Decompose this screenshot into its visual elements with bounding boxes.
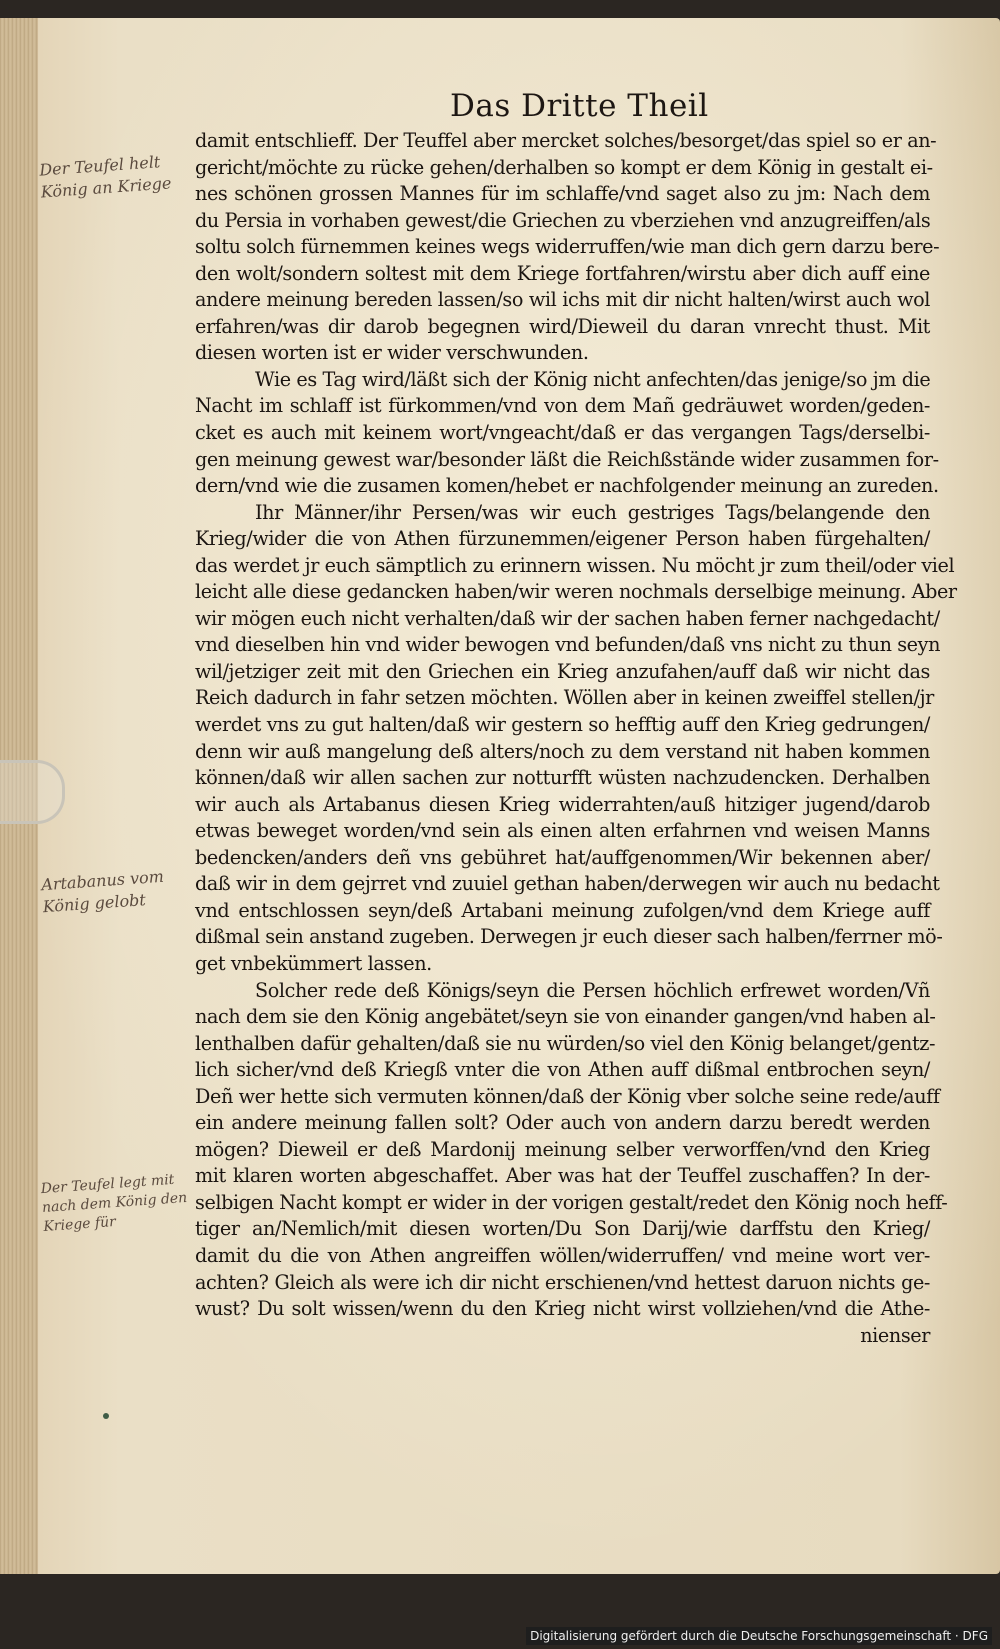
text-line: vnd entschlossen seyn/deß Artabani meinung zufolgen/vnd dem Kriege auff bbox=[195, 898, 930, 922]
marginal-note: Der Teufel helt König an Kriege bbox=[38, 152, 172, 202]
ink-spot bbox=[103, 1413, 109, 1419]
text-line: daß wir in dem gejrret vnd zuuiel gethan haben/derwegen wir auch nu bedacht bbox=[195, 872, 940, 896]
text-line: diesen worten ist er wider verschwunden. bbox=[195, 341, 589, 365]
text-line: Krieg/wider die von Athen fürzunemmen/eigener Person haben fürgehalten/ bbox=[195, 527, 930, 551]
text-line: nes schönen grossen Mannes für im schlaffe/vnd saget also zu jm: Nach dem bbox=[195, 182, 930, 206]
text-line: ein andere meinung fallen solt? Oder auch von andern darzu beredt werden bbox=[195, 1111, 930, 1135]
text-line: Wie es Tag wird/läßt sich der König nicht anfechten/das jenige/so jm die bbox=[255, 367, 931, 391]
text-line: lenthalben dafür gehalten/daß sie nu würden/so viel den König belanget/gentz- bbox=[195, 1031, 936, 1055]
text-line: Deñ wer hette sich vermuten können/daß der König vber solche seine rede/auff bbox=[195, 1084, 940, 1108]
text-line: wil/jetziger zeit mit den Griechen ein Krieg anzufahen/auff daß wir nicht das bbox=[195, 659, 930, 683]
text-line: Reich dadurch in fahr setzen möchten. Wöllen aber in keinen zweiffel stellen/jr bbox=[195, 686, 934, 710]
text-line: cket es auch mit keinem wort/vngeacht/daß er das vergangen Tags/derselbi- bbox=[195, 421, 930, 445]
body-text bbox=[195, 128, 957, 1349]
text-line: andere meinung bereden lassen/so wil ichs mit dir nicht halten/wirst auch wol bbox=[195, 288, 930, 312]
text-line: tiger an/Nemlich/mit diesen worten/Du Son Darij/wie darffstu den Krieg/ bbox=[195, 1217, 930, 1241]
text-line: damit du die von Athen angreiffen wöllen/widerruffen/ vnd meine wort ver- bbox=[195, 1243, 930, 1267]
text-line: wir auch als Artabanus diesen Krieg widerrahten/auß hitziger jugend/darob bbox=[195, 792, 930, 816]
text-line: mögen? Dieweil er deß Mardonij meinung selber verworffen/vnd den Krieg bbox=[195, 1137, 930, 1161]
text-line: lich sicher/vnd deß Kriegß vnter die von Athen auff dißmal entbrochen seyn/ bbox=[195, 1058, 930, 1082]
text-line: das werdet jr euch sämptlich zu erinnern wissen. Nu möcht jr zum theil/oder viel bbox=[195, 553, 955, 577]
text-line: den wolt/sondern soltest mit dem Kriege fortfahren/wirstu aber dich auff eine bbox=[195, 261, 930, 285]
text-line: mit klaren worten abgeschaffet. Aber was hat der Teuffel zuschaffen? In der- bbox=[195, 1164, 930, 1188]
text-line: soltu solch fürnemmen keines wegs widerruffen/wie man dich gern darzu bere- bbox=[195, 235, 940, 259]
text-line: vnd dieselben hin vnd wider bewogen vnd befunden/daß vns nicht zu thun seyn bbox=[195, 633, 941, 657]
text-line: können/daß wir allen sachen zur notturfft wüsten nachzudencken. Derhalben bbox=[195, 766, 930, 790]
text-line: get vnbekümmert lassen. bbox=[195, 951, 432, 975]
text-line: leicht alle diese gedancken haben/wir weren nochmals derselbige meinung. Aber bbox=[195, 580, 957, 604]
text-line: selbigen Nacht kompt er wider in der vorigen gestalt/redet den König noch heff- bbox=[195, 1190, 948, 1214]
text-line: etwas beweget worden/vnd sein als einen alten erfahrnen vnd weisen Manns bbox=[195, 819, 930, 843]
marginal-note: Artabanus vom König gelobt bbox=[40, 866, 165, 917]
text-line: Nacht im schlaff ist fürkommen/vnd von dem Mañ gedräuwet worden/geden- bbox=[195, 394, 930, 418]
marginal-note: Der Teufel legt mit nach dem König den Kriege für bbox=[40, 1171, 188, 1236]
text-line: wir mögen euch nicht verhalten/daß wir der sachen haben ferner nachgedacht/ bbox=[195, 606, 940, 630]
text-line: erfahren/was dir darob begegnen wird/Dieweil du daran vnrecht thust. Mit bbox=[195, 314, 930, 338]
text-line: dißmal sein anstand zugeben. Derwegen jr euch dieser sach halben/ferrner mö- bbox=[195, 925, 943, 949]
text-line: bedencken/anders deñ vns gebühret hat/auffgenommen/Wir bekennen aber/ bbox=[195, 845, 930, 869]
text-line: gen meinung gewest war/besonder läßt die Reichßstände wider zusammen for- bbox=[195, 447, 939, 471]
text-line: damit entschlieff. Der Teuffel aber mercket solches/besorget/das spiel so er an- bbox=[195, 129, 937, 152]
text-line: du Persia in vorhaben gewest/die Griechen zu vberziehen vnd anzugreiffen/als bbox=[195, 208, 931, 232]
text-line: Ihr Männer/ihr Persen/was wir euch gestriges Tags/belangende den bbox=[255, 500, 930, 524]
text-line: denn wir auß mangelung deß alters/noch zu dem verstand nit haben kommen bbox=[195, 739, 930, 763]
text-line: nach dem sie den König angebätet/seyn sie von einander gangen/vnd haben al- bbox=[195, 1005, 936, 1029]
text-line: achten? Gleich als were ich dir nicht erschienen/vnd hettest daruon nichts ge- bbox=[195, 1270, 930, 1294]
text-line: gericht/möchte zu rücke gehen/derhalben so kompt er dem König in gestalt ei- bbox=[195, 155, 933, 179]
text-line: werdet vns zu gut halten/daß wir gestern so hefftig auff den Krieg gedrungen/ bbox=[195, 713, 930, 737]
text-line: dern/vnd wie die zusamen komen/hebet er nachfolgender meinung an zureden. bbox=[195, 474, 939, 498]
text-line: nienser bbox=[860, 1323, 930, 1347]
bookmark-ribbon bbox=[0, 760, 65, 824]
digitization-credit: Digitalisierung gefördert durch die Deutsche Forschungsgemeinschaft · DFG bbox=[526, 1627, 992, 1645]
running-header: Das Dritte Theil bbox=[450, 88, 709, 124]
text-line: Solcher rede deß Königs/seyn die Persen höchlich erfrewet worden/Vñ bbox=[255, 978, 930, 1002]
text-line: wust? Du solt wissen/wenn du den Krieg nicht wirst vollziehen/vnd die Athe- bbox=[195, 1297, 930, 1321]
